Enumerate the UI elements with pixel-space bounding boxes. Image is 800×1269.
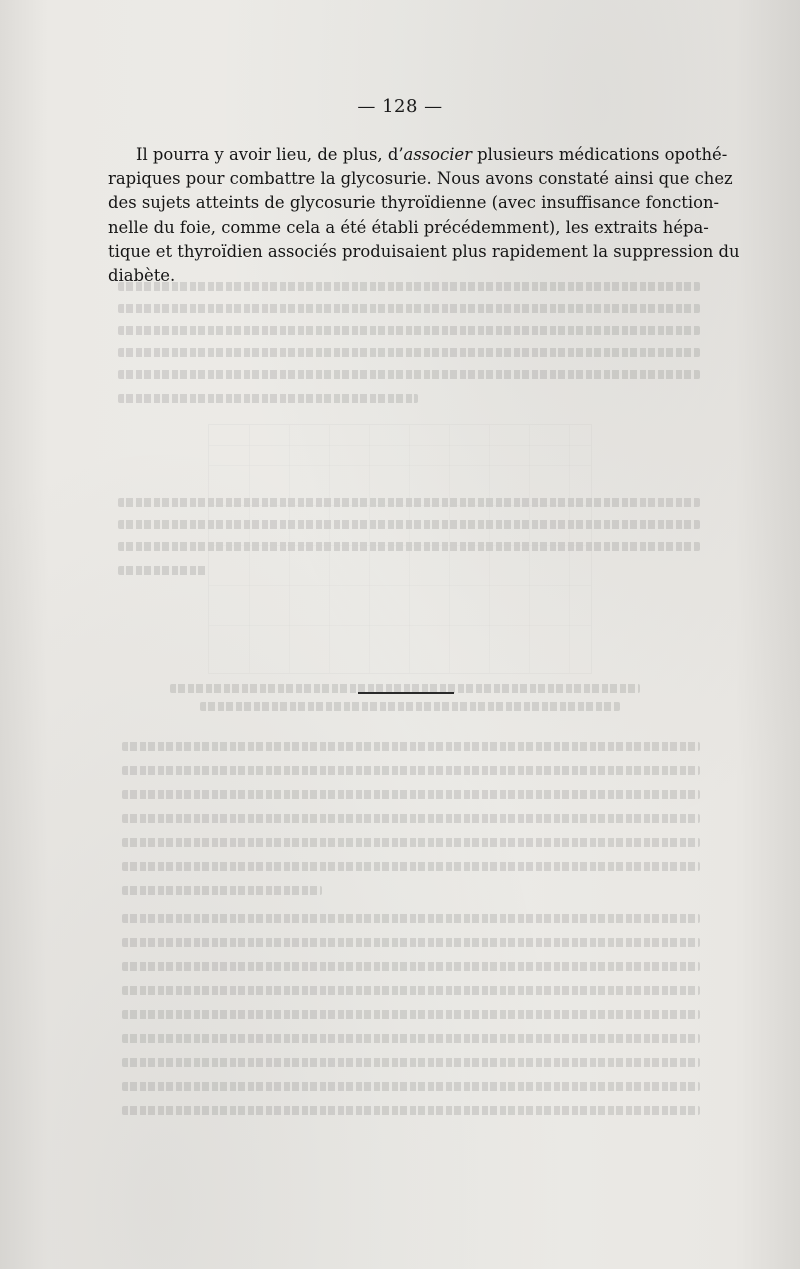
paragraph-line: diabète. (108, 266, 176, 286)
body-paragraph (108, 143, 740, 288)
page-number: — 128 — (357, 96, 443, 117)
paragraph-line: rapiques pour combattre la glycosurie. Nous avons constaté ainsi que chez (108, 169, 733, 189)
paragraph-line: des sujets atteints de glycosurie thyroïdienne (avec insuffisance fonction- (108, 193, 720, 213)
emphasis-word: associer (403, 145, 472, 164)
paragraph-line: tique et thyroïdien associés produisaient plus rapidement la suppression du (108, 241, 740, 261)
paragraph-line: Il pourra y avoir lieu, de plus, d’associer plusieurs médications opothé- (136, 145, 728, 164)
section-separator-rule (358, 692, 454, 694)
paragraph-line: nelle du foie, comme cela a été établi précédemment), les extraits hépa- (108, 217, 709, 237)
